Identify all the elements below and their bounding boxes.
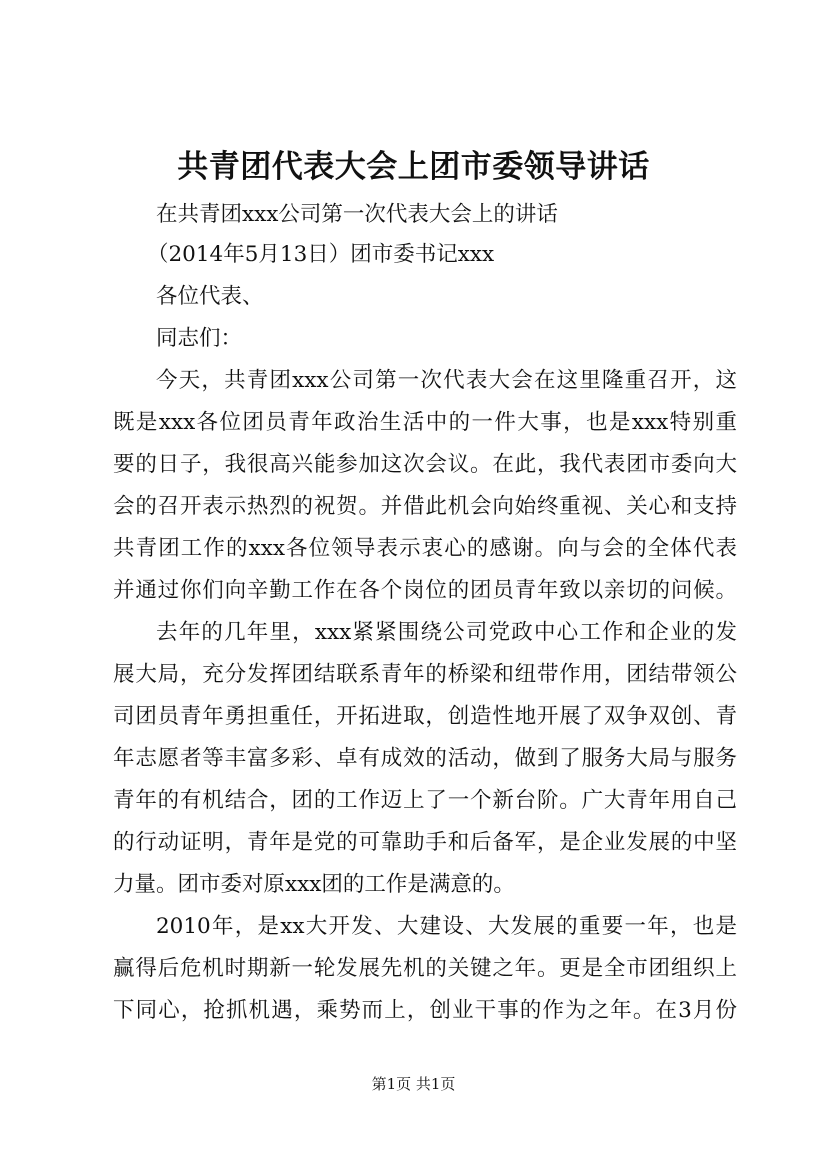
salutation-line-1: 各位代表、 bbox=[156, 284, 264, 309]
paragraph-2-line: 的行动证明，青年是党的可靠助手和后备军，是企业发展的中坚 bbox=[113, 830, 737, 855]
salutation-line-2: 同志们： bbox=[156, 326, 243, 351]
document-title: 共青团代表大会上团市委领导讲话 bbox=[177, 149, 650, 185]
paragraph-1-line: 要的日子，我很高兴能参加这次会议。在此，我代表团市委向大 bbox=[113, 452, 737, 477]
paragraph-2-line: 司团员青年勇担重任，开拓进取，创造性地开展了双争双创、青 bbox=[113, 704, 737, 729]
paragraph-1-line: 今天，共青团xxx公司第一次代表大会在这里隆重召开，这 bbox=[156, 368, 737, 393]
paragraph-3-line: 赢得后危机时期新一轮发展先机的关键之年。更是全市团组织上 bbox=[113, 956, 737, 981]
paragraph-2-line: 青年的有机结合，团的工作迈上了一个新台阶。广大青年用自己 bbox=[113, 788, 737, 813]
paragraph-2-line: 去年的几年里，xxx紧紧围绕公司党政中心工作和企业的发 bbox=[156, 620, 737, 645]
date-line: （2014年5月13日）团市委书记xxx bbox=[147, 242, 495, 267]
page-number-footer: 第1页 共1页 bbox=[371, 1075, 456, 1093]
paragraph-2-line: 年志愿者等丰富多彩、卓有成效的活动，做到了服务大局与服务 bbox=[113, 746, 737, 771]
speech-subtitle: 在共青团xxx公司第一次代表大会上的讲话 bbox=[156, 202, 558, 227]
paragraph-3-line: 下同心，抢抓机遇，乘势而上，创业干事的作为之年。在3月份 bbox=[113, 998, 737, 1023]
paragraph-1-line: 并通过你们向辛勤工作在各个岗位的团员青年致以亲切的问候。 bbox=[113, 578, 737, 603]
paragraph-3-line: 2010年，是xx大开发、大建设、大发展的重要一年，也是 bbox=[156, 914, 737, 939]
paragraph-1-line: 会的召开表示热烈的祝贺。并借此机会向始终重视、关心和支持 bbox=[113, 494, 737, 519]
paragraph-1-line: 共青团工作的xxx各位领导表示衷心的感谢。向与会的全体代表 bbox=[113, 536, 737, 561]
paragraph-1-line: 既是xxx各位团员青年政治生活中的一件大事，也是xxx特别重 bbox=[113, 410, 737, 435]
paragraph-2-line: 力量。团市委对原xxx团的工作是满意的。 bbox=[113, 872, 515, 897]
paragraph-2-line: 展大局，充分发挥团结联系青年的桥梁和纽带作用，团结带领公 bbox=[113, 662, 737, 687]
